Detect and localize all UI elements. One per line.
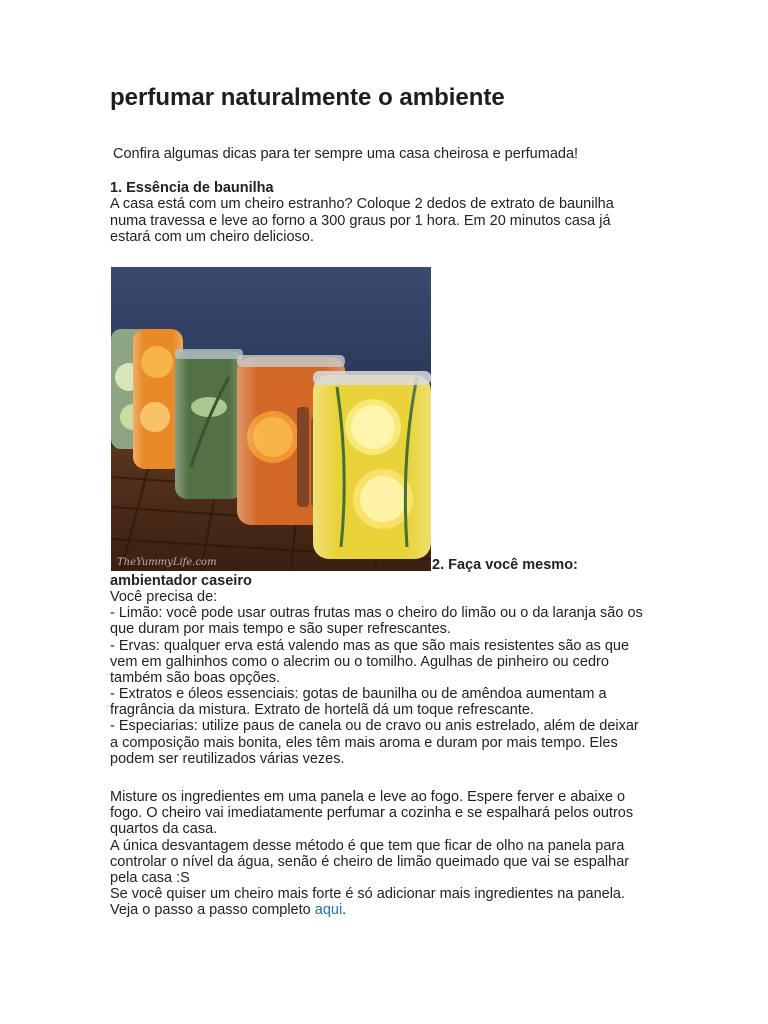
section3-line: pela casa :S xyxy=(110,870,190,887)
final-suffix: . xyxy=(342,902,347,919)
section2-line: vem em galhinhos como o alecrim ou o tomilho. Agulhas de pinheiro ou cedro xyxy=(110,653,609,670)
section2-line: - Limão: você pode usar outras frutas mas o cheiro do limão ou o da laranja são os xyxy=(110,605,643,622)
section-instructions xyxy=(110,789,670,919)
section2-line: fragrância da mistura. Extrato de hortelã dá um toque refrescante. xyxy=(110,702,534,719)
section2-line: a composição mais bonita, eles têm mais aroma e duram por mais tempo. Eles xyxy=(110,734,618,751)
section2-line: que duram por mais tempo e são super refrescantes. xyxy=(110,621,451,638)
page-title: perfumar naturalmente o ambiente xyxy=(110,84,505,111)
section2-line: também são boas opções. xyxy=(110,669,281,686)
section3-line: Se você quiser um cheiro mais forte é só adicionar mais ingredientes na panela. xyxy=(110,886,626,903)
section2-heading: 2. Faça você mesmo: xyxy=(432,557,578,573)
section3-final-line xyxy=(110,902,670,918)
section-vanilla xyxy=(110,180,670,245)
section3-line: controlar o nível da água, senão é cheiro de limão queimado que vai se espalhar xyxy=(110,853,630,870)
section-homemade xyxy=(110,573,670,767)
section3-line: A única desvantagem desse método é que tem que ficar de olho na panela para xyxy=(110,837,625,854)
section1-line: numa travessa e leve ao forno a 300 graus por 1 hora. Em 20 minutos casa já xyxy=(110,212,611,229)
section2-heading-cont: ambientador caseiro xyxy=(110,573,252,589)
jars-photo xyxy=(111,267,431,571)
section3-line: fogo. O cheiro vai imediatamente perfumar a cozinha e se espalhará pelos outros xyxy=(110,805,634,822)
image-watermark: TheYummyLife.com xyxy=(117,557,217,568)
section2-line: - Extratos e óleos essenciais: gotas de baunilha ou de amêndoa aumentam a xyxy=(110,686,607,703)
full-guide-link[interactable]: aqui xyxy=(314,902,343,919)
section2-line: - Especiarias: utilize paus de canela ou de cravo ou anis estrelado, além de deixar xyxy=(110,718,639,735)
section2-line: Você precisa de: xyxy=(110,589,218,606)
section2-line: - Ervas: qualquer erva está valendo mas as que são mais resistentes são as que xyxy=(110,637,630,654)
intro-text: Confira algumas dicas para ter sempre uma casa cheirosa e perfumada! xyxy=(113,146,579,162)
section1-heading: 1. Essência de baunilha xyxy=(110,180,274,196)
section1-line: A casa está com um cheiro estranho? Coloque 2 dedos de extrato de baunilha xyxy=(110,196,614,213)
section3-line: quartos da casa. xyxy=(110,821,218,838)
section3-line: Misture os ingredientes em uma panela e leve ao fogo. Espere ferver e abaixe o xyxy=(110,789,626,805)
final-prefix: Veja o passo a passo completo xyxy=(110,902,315,919)
section1-line: estará com um cheiro delicioso. xyxy=(110,228,314,245)
section2-line: podem ser reutilizados várias vezes. xyxy=(110,750,345,767)
